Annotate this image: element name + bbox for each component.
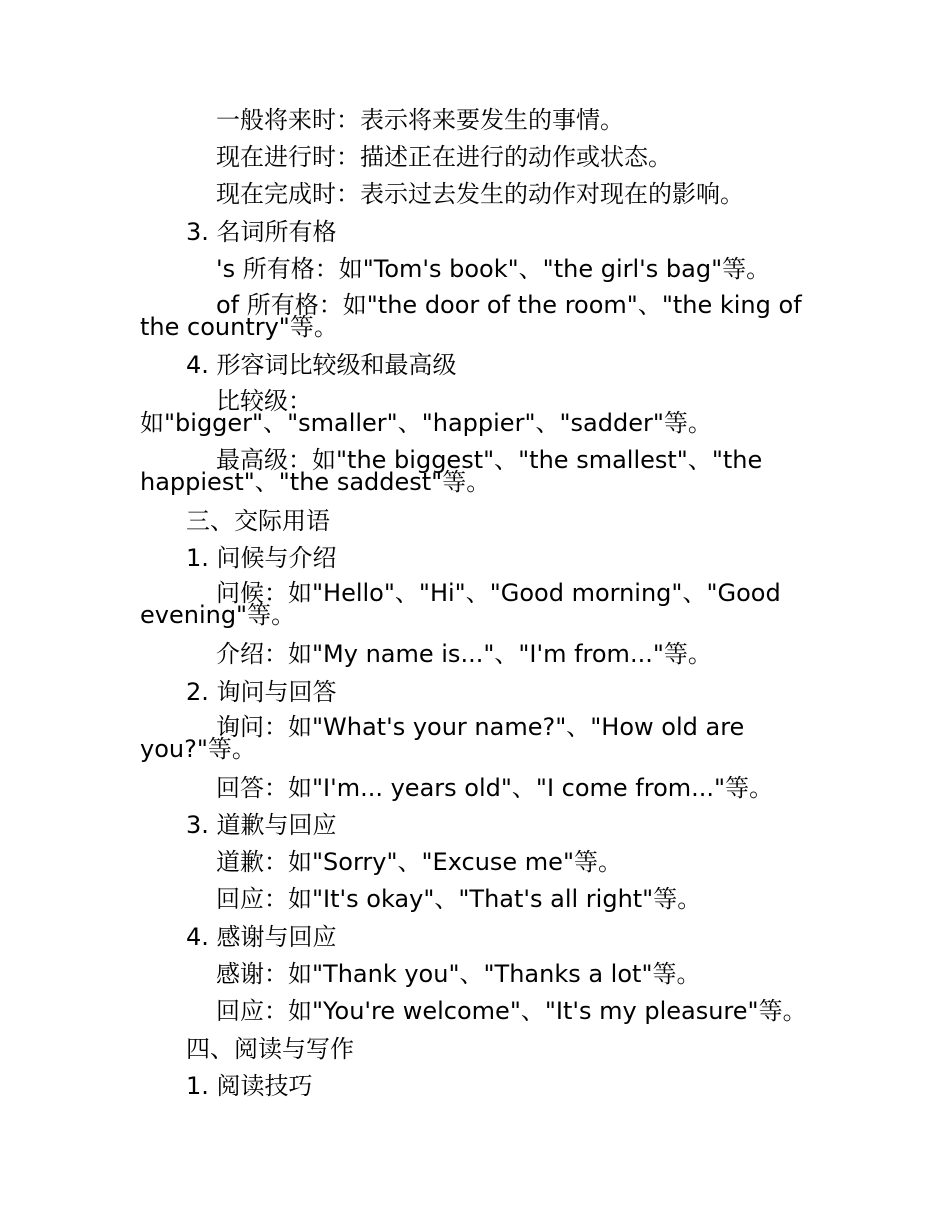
text-line-of-possessive [140, 291, 802, 341]
heading-asking-answering: 2. 询问与回答 [186, 678, 337, 706]
heading-noun-possessive: 3. 名词所有格 [186, 218, 337, 246]
text-line-superlative-cont: happiest"、"the saddest"等。 [140, 468, 491, 496]
text-line-asking [140, 713, 745, 763]
heading-adjective-comparison: 4. 形容词比较级和最高级 [186, 351, 457, 379]
text-line-superlative [140, 446, 763, 496]
text-line-future-tense: 一般将来时：表示将来要发生的事情。 [216, 106, 624, 134]
heading-reading-writing: 四、阅读与写作 [186, 1035, 354, 1063]
text-line-present-continuous: 现在进行时：描述正在进行的动作或状态。 [216, 143, 672, 171]
text-line-comparative-cont: 如"bigger"、"smaller"、"happier"、"sadder"等。 [140, 409, 712, 437]
text-line-of-possessive-cont: the country"等。 [140, 313, 338, 341]
text-line-superlative-first: 最高级：如"the biggest"、"the smallest"、"the [216, 446, 763, 474]
text-line-answering: 回答：如"I'm... years old"、"I come from..."等。 [216, 774, 774, 802]
heading-thanks-response: 4. 感谢与回应 [186, 923, 337, 951]
heading-reading-skills: 1. 阅读技巧 [186, 1072, 313, 1100]
heading-apology-response: 3. 道歉与回应 [186, 811, 337, 839]
text-line-thanks-response: 回应：如"You're welcome"、"It's my pleasure"等。 [216, 997, 807, 1025]
text-line-thanks: 感谢：如"Thank you"、"Thanks a lot"等。 [216, 960, 701, 988]
heading-greeting-introduction: 1. 问候与介绍 [186, 544, 337, 572]
text-line-asking-first: 询问：如"What's your name?"、"How old are [216, 713, 745, 741]
text-line-apology-response: 回应：如"It's okay"、"That's all right"等。 [216, 885, 702, 913]
text-line-comparative [140, 387, 712, 437]
text-line-comparative-first: 比较级： [216, 387, 312, 415]
text-line-s-possessive: 's 所有格：如"Tom's book"、"the girl's bag"等。 [216, 255, 771, 283]
text-line-greeting-first: 问候：如"Hello"、"Hi"、"Good morning"、"Good [216, 579, 781, 607]
text-line-introduction: 介绍：如"My name is..."、"I'm from..."等。 [216, 640, 712, 668]
text-line-apology: 道歉：如"Sorry"、"Excuse me"等。 [216, 848, 622, 876]
text-line-asking-cont: you?"等。 [140, 735, 256, 763]
text-line-present-perfect: 现在完成时：表示过去发生的动作对现在的影响。 [216, 180, 744, 208]
text-line-of-possessive-first: of 所有格：如"the door of the room"、"the king of [216, 291, 802, 319]
text-line-greeting-cont: evening"等。 [140, 601, 296, 629]
heading-communication-phrases: 三、交际用语 [186, 507, 330, 535]
text-line-greeting [140, 579, 781, 629]
